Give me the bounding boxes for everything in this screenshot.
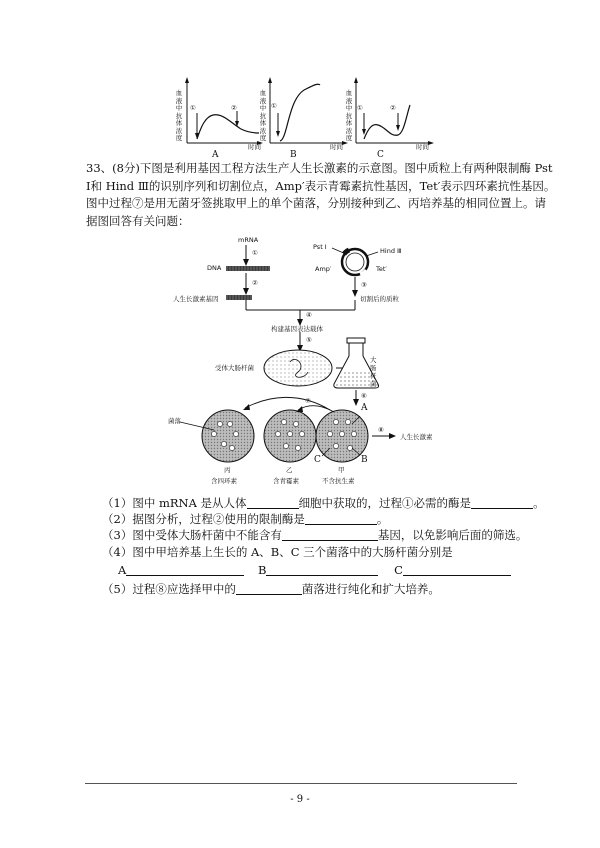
label-gene: 人生长激素基因: [173, 295, 219, 303]
graph-b-xlabel: 时间: [330, 143, 343, 151]
plasmid-inner: [346, 253, 364, 271]
label-product: 人生长激素: [400, 433, 433, 441]
graph-b-marker-1: ①: [271, 102, 277, 110]
label-amp: Amp′: [315, 265, 332, 273]
q1-text-a: （1）图中 mRNA 是从人体: [102, 496, 247, 510]
q3-text-b: 基因，以免影响后面的筛选。: [377, 528, 528, 542]
label-plate-bing: 丙: [224, 466, 231, 474]
flask-stopper: [347, 338, 365, 343]
label-step-6: ⑥: [361, 392, 367, 400]
label-medium-yi: 含青霉素: [273, 477, 299, 485]
q1-blank-1[interactable]: [247, 497, 299, 509]
tet-gene-segment: [360, 270, 366, 274]
q2-blank[interactable]: [305, 513, 377, 525]
graph-a-marker-1: ①: [190, 104, 196, 112]
subquestion-1: [102, 495, 545, 511]
label-colony-b: B: [361, 455, 368, 465]
graph-b-label: B: [290, 150, 297, 160]
arrowhead-step-8: [389, 433, 396, 439]
label-mrna: mRNA: [238, 236, 259, 244]
subquestion-5: [102, 581, 440, 597]
q2-text-a: （2）据图分析，过程②使用的限制酶是: [102, 512, 305, 526]
dna-strand: [226, 266, 270, 271]
label-step-8: ⑧: [378, 426, 384, 434]
label-recipient: 受体大肠杆菌: [215, 364, 254, 372]
subquestion-4-answers: [118, 563, 511, 577]
graph-c-ylabel: 血液中抗体浓度: [345, 89, 353, 142]
arrowhead-step-7-left: [243, 404, 250, 410]
q4-label-a: A: [118, 563, 127, 577]
q5-blank[interactable]: [236, 583, 302, 595]
label-colony-c: C: [314, 455, 321, 465]
label-step-1: ①: [252, 249, 258, 257]
label-tet: Tet′: [376, 265, 387, 273]
plate-bing: [202, 410, 254, 462]
label-plate-yi: 乙: [286, 466, 293, 474]
stem-line-2: Ⅰ和 Hind Ⅲ的识别序列和切割位点，Amp′表示青霉素抗性基因，Tet′表示四环素抗性基因。: [86, 178, 556, 193]
arrowhead-step-7-right: [296, 406, 303, 412]
q4-blank-c[interactable]: [403, 564, 511, 576]
q2-text-b: 。: [376, 512, 389, 526]
arrowhead-step-6: [353, 399, 359, 406]
q4-text: （4）图中甲培养基上生长的 A、B、C 三个菌落中的大肠杆菌分别是: [102, 545, 453, 559]
graph-c-xlabel: 时间: [416, 143, 429, 151]
label-step-7: ⑦: [305, 397, 311, 405]
graph-a-marker-2: ②: [231, 104, 237, 112]
q4-blank-b[interactable]: [266, 564, 378, 576]
label-colony-a: A: [361, 403, 368, 413]
q1-blank-2[interactable]: [471, 497, 533, 509]
arrowhead-step-2: [243, 288, 249, 295]
label-dna: DNA: [207, 264, 222, 272]
recipient-cell-texture: [264, 350, 332, 386]
hind-site-pointer: [366, 252, 378, 256]
label-ecoli: 大肠杆菌: [370, 356, 377, 388]
stem-line-1: 33、(8分)下图是利用基因工程方法生产人生长激素的示意图。图中质粒上有两种限制酶 Pst: [86, 161, 553, 175]
q5-text-a: （5）过程⑧应选择甲中的: [102, 582, 236, 596]
q4-blank-a[interactable]: [126, 564, 244, 576]
subquestion-4: [102, 544, 453, 560]
label-medium-jia: 不含抗生素: [322, 477, 355, 485]
q3-blank[interactable]: [282, 529, 378, 541]
stem-line-3: 图中过程⑦是用无菌牙签挑取甲上的单个菌落，分别接种到乙、丙培养基的相同位置上。请: [86, 196, 546, 210]
label-colony: 菌落: [168, 417, 181, 425]
graph-c-marker-2: ②: [390, 104, 396, 112]
label-vector: 构建基因表达载体: [271, 325, 323, 333]
graph-a-xlabel: 时间: [248, 143, 261, 151]
gene-fragment: [226, 295, 252, 300]
q4-label-c: C: [394, 563, 403, 577]
subquestion-3: [102, 527, 527, 543]
graph-c-label: C: [377, 150, 384, 160]
graph-c-marker-1: ①: [357, 104, 363, 112]
label-step-3: ③: [361, 281, 367, 289]
label-step-5: ⑤: [306, 336, 312, 344]
q5-text-b: 菌落进行纯化和扩大培养。: [301, 582, 440, 596]
q1-text-b: 细胞中获取的，过程①必需的酶是: [298, 496, 472, 510]
subquestion-2: [102, 511, 388, 527]
q3-text-a: （3）图中受体大肠杆菌中不能含有: [102, 528, 282, 542]
q1-text-c: 。: [533, 496, 545, 510]
graph-a-label: A: [212, 150, 219, 160]
arrowhead-step-1: [243, 259, 249, 266]
graph-a-ylabel: 血液中抗体浓度: [175, 89, 183, 142]
stem-line-4: 据图回答有关问题：: [86, 213, 190, 228]
arrow-step-7-right: [298, 406, 334, 412]
label-cut-plasmid: 切割后的质粒: [360, 295, 399, 303]
arrowhead-step-3: [352, 290, 358, 297]
label-hind: Hind Ⅲ: [380, 247, 402, 255]
label-step-4: ④: [306, 311, 312, 319]
q4-label-b: B: [257, 563, 267, 577]
arrow-step-7-left: [245, 397, 330, 410]
footer-divider: [85, 783, 517, 784]
label-step-2: ②: [252, 279, 258, 287]
graph-b-ylabel: 血液中抗体浓度: [259, 89, 267, 142]
label-plate-jia: 甲: [338, 466, 345, 474]
label-medium-bing: 含四环素: [211, 477, 237, 485]
label-pst: Pst Ⅰ: [313, 243, 327, 251]
page-number: - 9 -: [290, 794, 310, 805]
